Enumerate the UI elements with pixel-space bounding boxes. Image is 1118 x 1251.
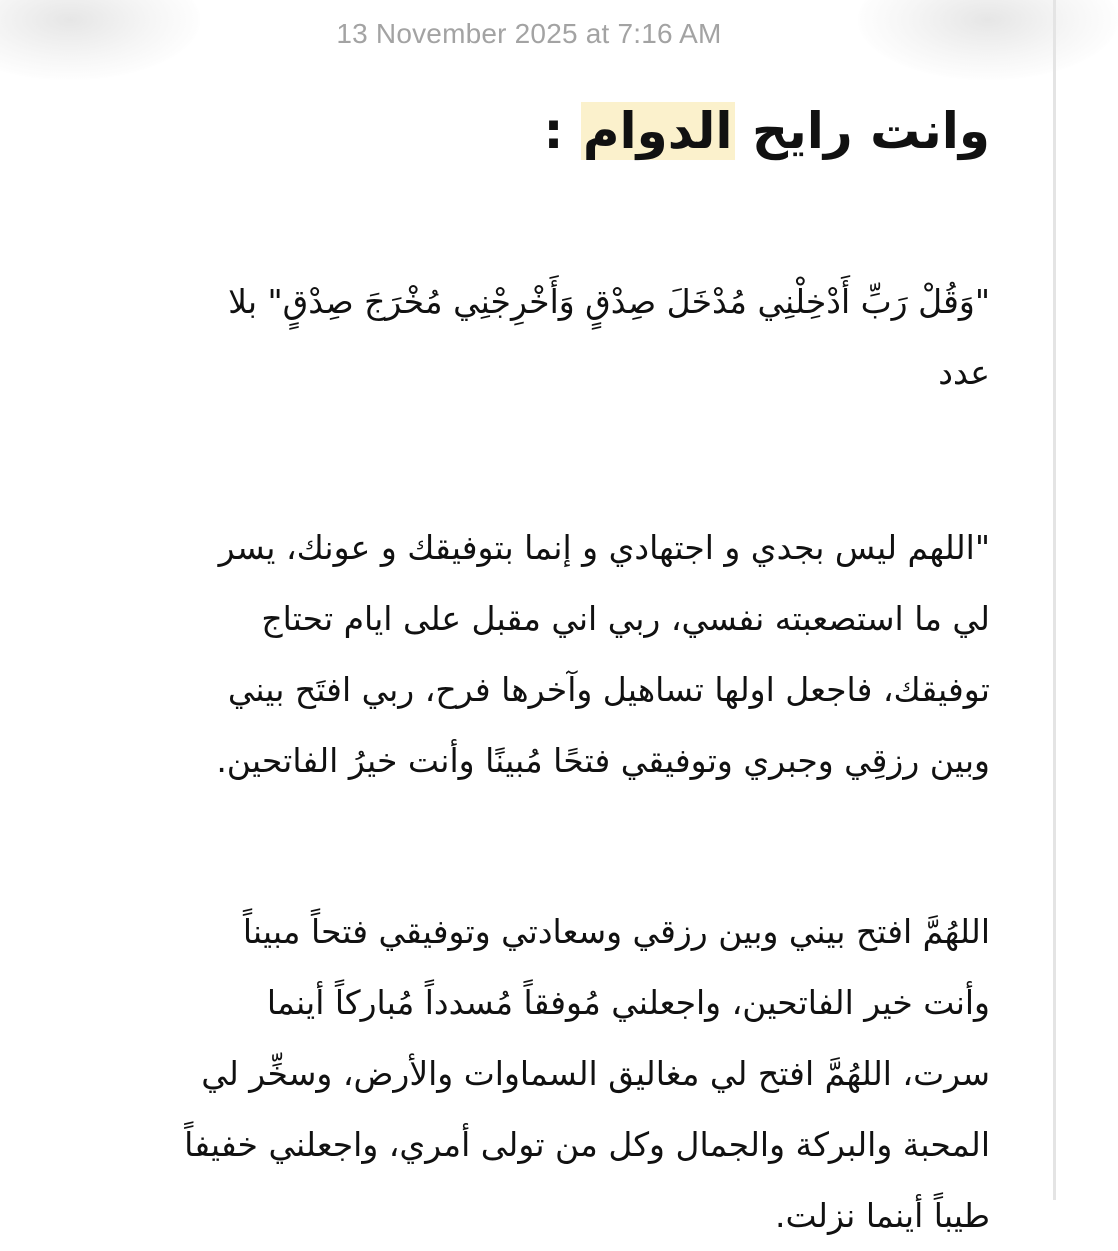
paragraph-line: وأنت خير الفاتحين، واجعلني مُوفقاً مُسدداً مُباركاً أينما	[266, 983, 990, 1022]
title-text-start: وانت رايح	[734, 102, 990, 160]
paragraph-line: "اللهم ليس بجدي و اجتهادي و إنما بتوفيقك و عونك، يسر	[218, 528, 990, 567]
title-text-end: :	[543, 102, 581, 160]
paragraph-line: سرت، اللهُمَّ افتح لي مغاليق السماوات والأرض، وسخِّر لي	[201, 1054, 990, 1093]
paragraph-line: اللهُمَّ افتح بيني وبين رزقي وسعادتي وتوفيقي فتحاً مبيناً	[242, 912, 990, 951]
paragraph-line: عدد	[938, 353, 990, 392]
paragraph-verse[interactable]	[70, 266, 990, 408]
highlighted-word: الدوام	[582, 102, 733, 160]
scroll-edge	[1053, 0, 1056, 1200]
note-body[interactable]	[70, 70, 990, 1251]
paragraph-line: المحبة والبركة والجمال وكل من تولى أمري، واجعلني خفيفاً	[184, 1125, 990, 1164]
note-title[interactable]	[70, 70, 990, 192]
paragraph-prayer-1[interactable]	[70, 512, 990, 796]
paragraph-line: "وَقُلْ رَبِّ أَدْخِلْنِي مُدْخَلَ صِدْقٍ وَأَخْرِجْنِي مُخْرَجَ صِدْقٍ" بلا	[228, 282, 990, 321]
note-timestamp: 13 November 2025 at 7:16 AM	[336, 18, 722, 49]
paragraph-line: لي ما استصعبته نفسي، ربي اني مقبل على ايام تحتاج	[261, 599, 990, 638]
paragraph-line: توفيقك، فاجعل اولها تساهيل وآخرها فرح، ربي افتَح بيني	[227, 670, 990, 709]
paragraph-prayer-2[interactable]	[70, 896, 990, 1251]
paragraph-line: وبين رزقِي وجبري وتوفيقي فتحًا مُبينًا وأنت خيرُ الفاتحين.	[216, 741, 990, 780]
paragraph-line: طيباً أينما نزلت.	[775, 1196, 990, 1235]
